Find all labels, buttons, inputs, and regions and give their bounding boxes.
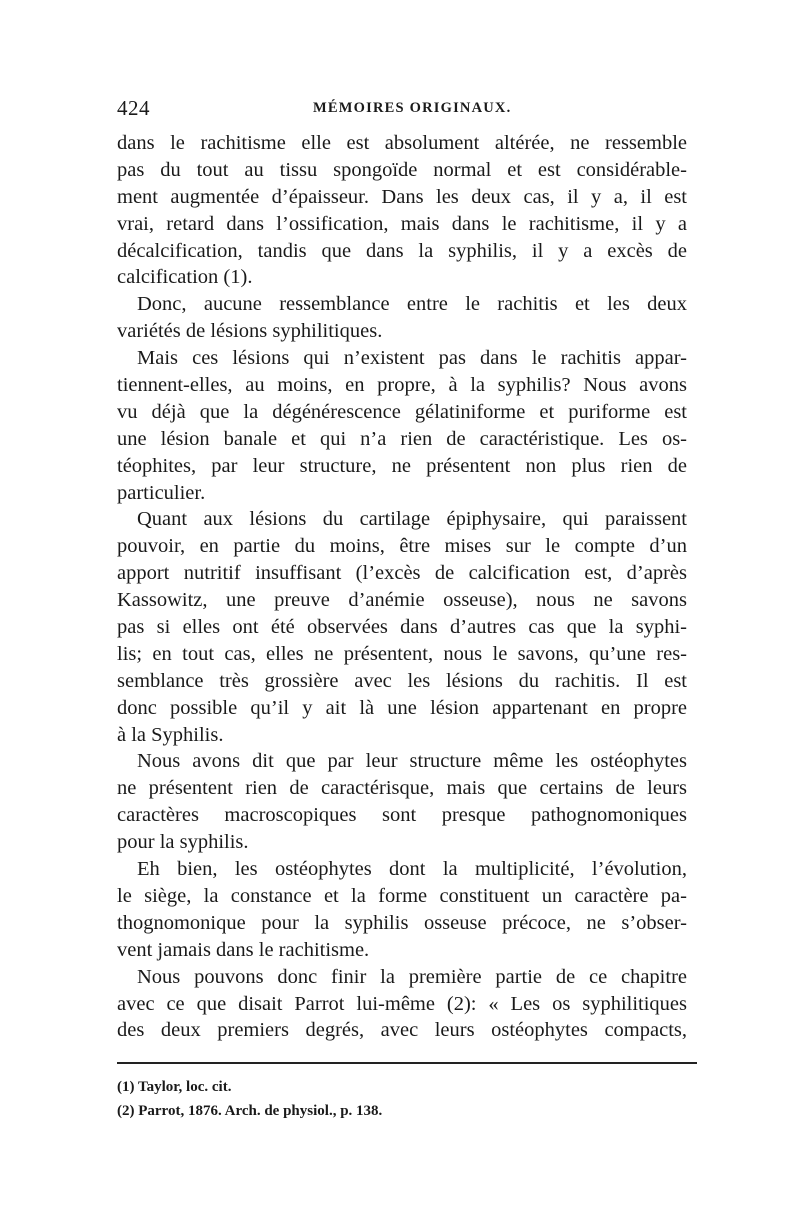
footnote-1: (1) Taylor, loc. cit. bbox=[117, 1079, 232, 1095]
text-line: tiennent-elles, au moins, en propre, à la syphilis? Nous avons bbox=[117, 374, 687, 397]
text-line: particulier. bbox=[117, 481, 206, 504]
text-line: thognomonique pour la syphilis osseuse précoce, ne s’obser- bbox=[117, 911, 687, 934]
body-text bbox=[117, 130, 687, 1044]
paragraph-first-line: Eh bien, les ostéophytes dont la multiplicité, l’évolution, bbox=[137, 858, 687, 881]
footnote-2: (2) Parrot, 1876. Arch. de physiol., p. 138. bbox=[117, 1103, 383, 1119]
text-line: vrai, retard dans l’ossification, mais dans le rachitisme, il y a bbox=[117, 212, 687, 235]
text-line: avec ce que disait Parrot lui-même (2): « Les os syphilitiques bbox=[117, 992, 687, 1015]
running-head bbox=[117, 96, 692, 124]
paragraph-first-line: Donc, aucune ressemblance entre le rachitis et les deux bbox=[137, 293, 687, 316]
text-line: semblance très grossière avec les lésions du rachitis. Il est bbox=[117, 669, 687, 692]
text-line: pouvoir, en partie du moins, être mises sur le compte d’un bbox=[117, 535, 687, 558]
text-line: vent jamais dans le rachitisme. bbox=[117, 938, 370, 961]
text-line: ment augmentée d’épaisseur. Dans les deux cas, il y a, il est bbox=[117, 185, 687, 208]
paragraph-first-line: Mais ces lésions qui n’existent pas dans le rachitis appar- bbox=[137, 347, 687, 370]
text-line: décalcification, tandis que dans la syphilis, il y a excès de bbox=[117, 239, 687, 262]
text-line: apport nutritif insuffisant (l’excès de calcification est, d’après bbox=[117, 562, 687, 585]
running-title: MÉMOIRES ORIGINAUX. bbox=[313, 100, 512, 116]
footnotes bbox=[117, 1075, 697, 1123]
text-line: calcification (1). bbox=[117, 266, 253, 289]
text-line: à la Syphilis. bbox=[117, 723, 224, 746]
text-line: dans le rachitisme elle est absolument altérée, ne ressemble bbox=[117, 132, 687, 154]
paragraph-first-line: Nous pouvons donc finir la première partie de ce chapitre bbox=[137, 965, 687, 988]
text-line: pas du tout au tissu spongoïde normal et est considérable- bbox=[117, 158, 687, 181]
text-line: pas si elles ont été observées dans d’autres cas que la syphi- bbox=[117, 616, 687, 639]
text-line: une lésion banale et qui n’a rien de caractéristique. Les os- bbox=[117, 427, 687, 450]
text-line: Kassowitz, une preuve d’anémie osseuse), nous ne savons bbox=[117, 589, 687, 612]
text-line: donc possible qu’il y ait là une lésion appartenant en propre bbox=[117, 696, 687, 719]
paragraph-first-line: Quant aux lésions du cartilage épiphysaire, qui paraissent bbox=[137, 508, 687, 531]
paragraph-first-line: Nous avons dit que par leur structure même les ostéophytes bbox=[137, 750, 687, 773]
text-line: caractères macroscopiques sont presque pathognomoniques bbox=[117, 804, 687, 827]
text-line: variétés de lésions syphilitiques. bbox=[117, 320, 383, 343]
text-line: vu déjà que la dégénérescence gélatiniforme et puriforme est bbox=[117, 400, 687, 423]
text-line: le siège, la constance et la forme constituent un caractère pa- bbox=[117, 884, 687, 907]
text-line: des deux premiers degrés, avec leurs ostéophytes compacts, bbox=[117, 1019, 687, 1042]
text-line: lis; en tout cas, elles ne présentent, nous le savons, qu’une res- bbox=[117, 642, 687, 665]
footnote-divider bbox=[117, 1062, 697, 1064]
text-line: téophites, par leur structure, ne présentent non plus rien de bbox=[117, 454, 687, 477]
text-line: pour la syphilis. bbox=[117, 831, 249, 854]
page-number: 424 bbox=[117, 96, 150, 120]
text-line: ne présentent rien de caractérisque, mais que certains de leurs bbox=[117, 777, 687, 800]
